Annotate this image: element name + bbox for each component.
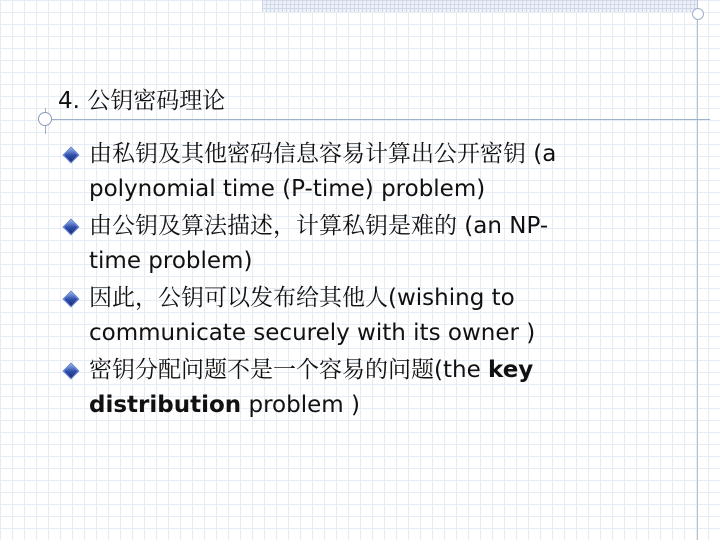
diamond-bullet-icon: [64, 220, 78, 234]
bullet-bold-text: distribution: [89, 392, 242, 418]
corner-ring-icon: [692, 8, 704, 20]
bullet-text: 由公钥及算法描述，计算私钥是难的 (an NP-: [89, 213, 549, 239]
bullet-list: [60, 137, 680, 425]
bullet-item-2: [60, 209, 680, 279]
ring-ornament-icon: [38, 112, 52, 126]
slide-title: 4. 公钥密码理论: [58, 88, 226, 114]
diamond-bullet-icon: [64, 364, 78, 378]
bullet-item-3: [60, 281, 680, 351]
bullet-text: polynomial time (P-time) problem): [89, 176, 486, 202]
bullet-item-4: [60, 353, 680, 423]
title-underline: [40, 119, 710, 120]
bullet-text: problem ): [241, 392, 360, 418]
bullet-line: [89, 388, 680, 423]
diamond-bullet-icon: [64, 292, 78, 306]
bullet-text: 密钥分配问题不是一个容易的问题(the: [89, 357, 489, 383]
diamond-bullet-icon: [64, 148, 78, 162]
top-decorative-band: [262, 0, 698, 12]
bullet-bold-text: key: [488, 357, 534, 383]
bullet-text: communicate securely with its owner ): [89, 320, 536, 346]
bullet-line: [89, 353, 680, 388]
bullet-text: time problem): [89, 248, 253, 274]
bullet-text: 因此，公钥可以发布给其他人(wishing to: [89, 285, 515, 311]
bullet-text: 由私钥及其他密码信息容易计算出公开密钥 (a: [89, 141, 557, 167]
bullet-item-1: [60, 137, 680, 207]
right-decorative-line: [697, 0, 698, 540]
